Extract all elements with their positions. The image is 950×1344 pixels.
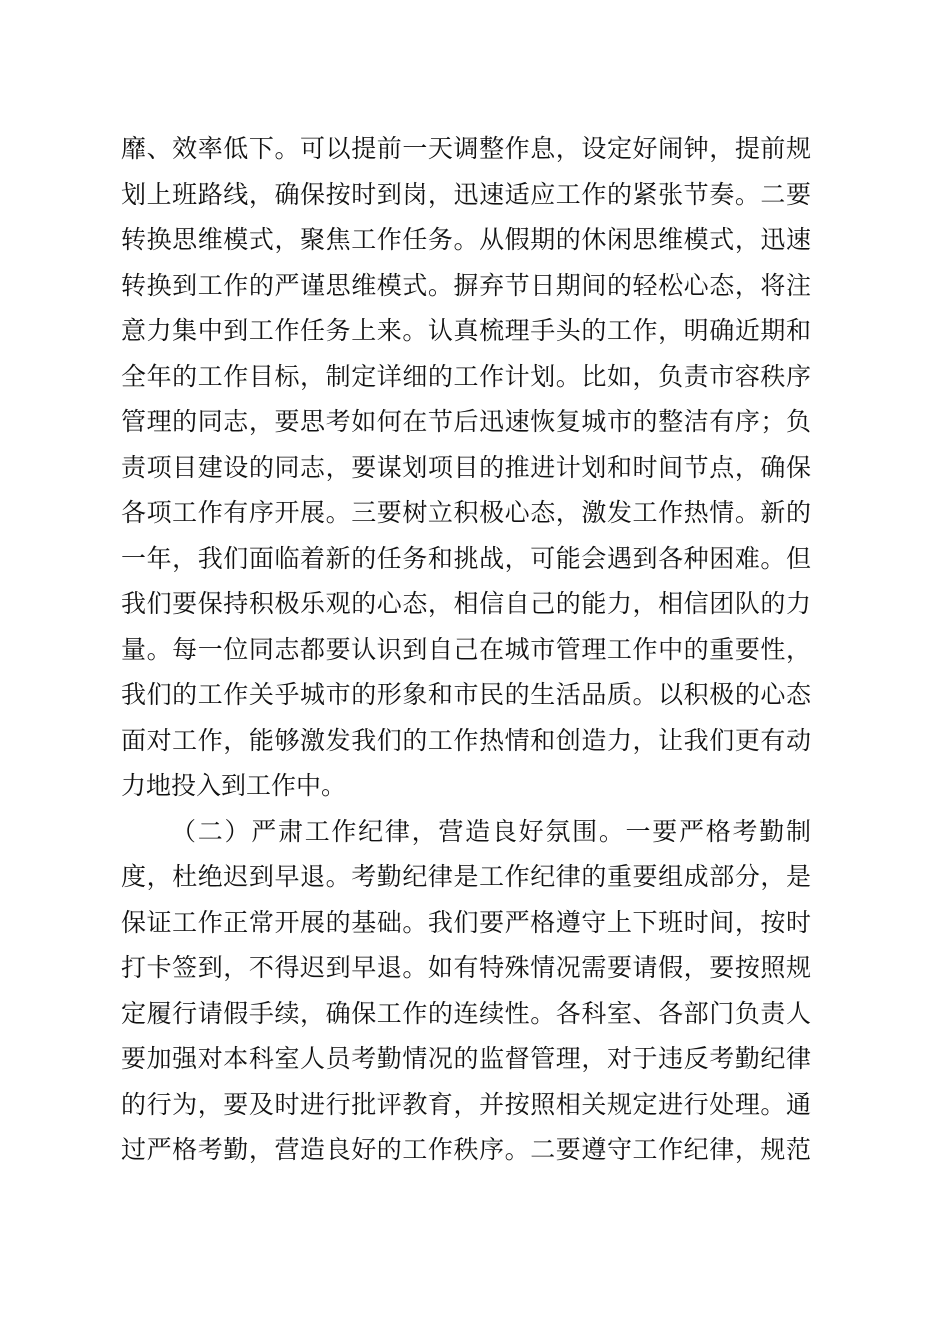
- text-line: 我们要保持积极乐观的心态，相信自己的能力，相信团队的力: [121, 589, 811, 618]
- text-line: 保证工作正常开展的基础。我们要严格遵守上下班时间，按时: [121, 907, 811, 937]
- text-line: 面对工作，能够激发我们的工作热情和创造力，让我们更有动: [121, 725, 811, 755]
- text-line: 转换思维模式，聚焦工作任务。从假期的休闲思维模式，迅速: [121, 225, 811, 254]
- text-line: 管理的同志，要思考如何在节后迅速恢复城市的整洁有序；负: [121, 407, 811, 436]
- text-line: 全年的工作目标，制定详细的工作计划。比如，负责市容秩序: [121, 361, 811, 391]
- text-line: 意力集中到工作任务上来。认真梳理手头的工作，明确近期和: [121, 316, 811, 345]
- text-line: 定履行请假手续，确保工作的连续性。各科室、各部门负责人: [121, 998, 811, 1028]
- text-line: 量。每一位同志都要认识到自己在城市管理工作中的重要性，: [121, 634, 811, 664]
- text-line: 力地投入到工作中。: [121, 771, 347, 800]
- text-line: 度，杜绝迟到早退。考勤纪律是工作纪律的重要组成部分，是: [121, 862, 811, 891]
- paragraph-2: [121, 809, 811, 1173]
- text-line: 划上班路线，确保按时到岗，迅速适应工作的紧张节奏。二要: [121, 179, 811, 209]
- text-line: 要加强对本科室人员考勤情况的监督管理，对于违反考勤纪律: [121, 1044, 811, 1073]
- text-line: 靡、效率低下。可以提前一天调整作息，设定好闹钟，提前规: [121, 134, 811, 163]
- text-line: 一年，我们面临着新的任务和挑战，可能会遇到各种困难。但: [121, 543, 811, 573]
- section-heading-line: （二）严肃工作纪律，营造良好氛围。一要严格考勤制: [171, 816, 811, 846]
- text-line: 过严格考勤，营造良好的工作秩序。二要遵守工作纪律，规范: [121, 1135, 811, 1164]
- paragraph-1: [121, 126, 811, 809]
- text-line: 各项工作有序开展。三要树立积极心态，激发工作热情。新的: [121, 498, 811, 527]
- text-line: 我们的工作关乎城市的形象和市民的生活品质。以积极的心态: [121, 680, 811, 709]
- text-line: 转换到工作的严谨思维模式。摒弃节日期间的轻松心态，将注: [121, 270, 811, 300]
- text-line: 打卡签到，不得迟到早退。如有特殊情况需要请假，要按照规: [121, 953, 811, 982]
- text-line: 责项目建设的同志，要谋划项目的推进计划和时间节点，确保: [121, 452, 811, 482]
- text-line: 的行为，要及时进行批评教育，并按照相关规定进行处理。通: [121, 1089, 811, 1119]
- body-text: [121, 126, 811, 1173]
